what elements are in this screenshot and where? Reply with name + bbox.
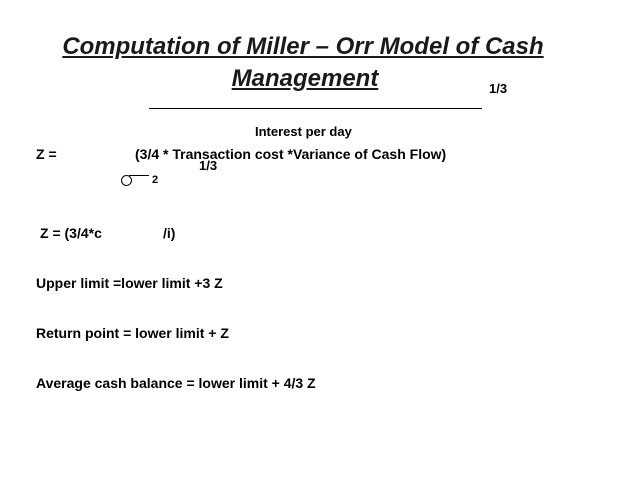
- z-formula-left: Z = (3/4*c: [40, 225, 102, 241]
- slide-title-line-2: Management: [231, 65, 379, 92]
- average-cash-formula: Average cash balance = lower limit + 4/3 Z: [36, 375, 316, 391]
- z-formula-right: /i): [163, 225, 176, 241]
- sigma-bar: [129, 175, 149, 176]
- slide-title-line-1: Computation of Miller – Orr Model of Cash: [62, 33, 544, 60]
- upper-limit-formula: Upper limit =lower limit +3 Z: [36, 275, 223, 291]
- sigma-icon: [121, 175, 132, 186]
- formula-exponent: 1/3: [199, 158, 218, 173]
- z-equals-label: Z =: [36, 146, 57, 162]
- return-point-formula: Return point = lower limit + Z: [36, 325, 229, 341]
- fraction-bar: [149, 108, 482, 109]
- title-exponent: 1/3: [489, 81, 508, 96]
- sigma-power: 2: [152, 174, 159, 186]
- denominator-label: Interest per day: [255, 124, 352, 139]
- formula-numerator: (3/4 * Transaction cost *Variance of Cash Flow): [135, 146, 447, 162]
